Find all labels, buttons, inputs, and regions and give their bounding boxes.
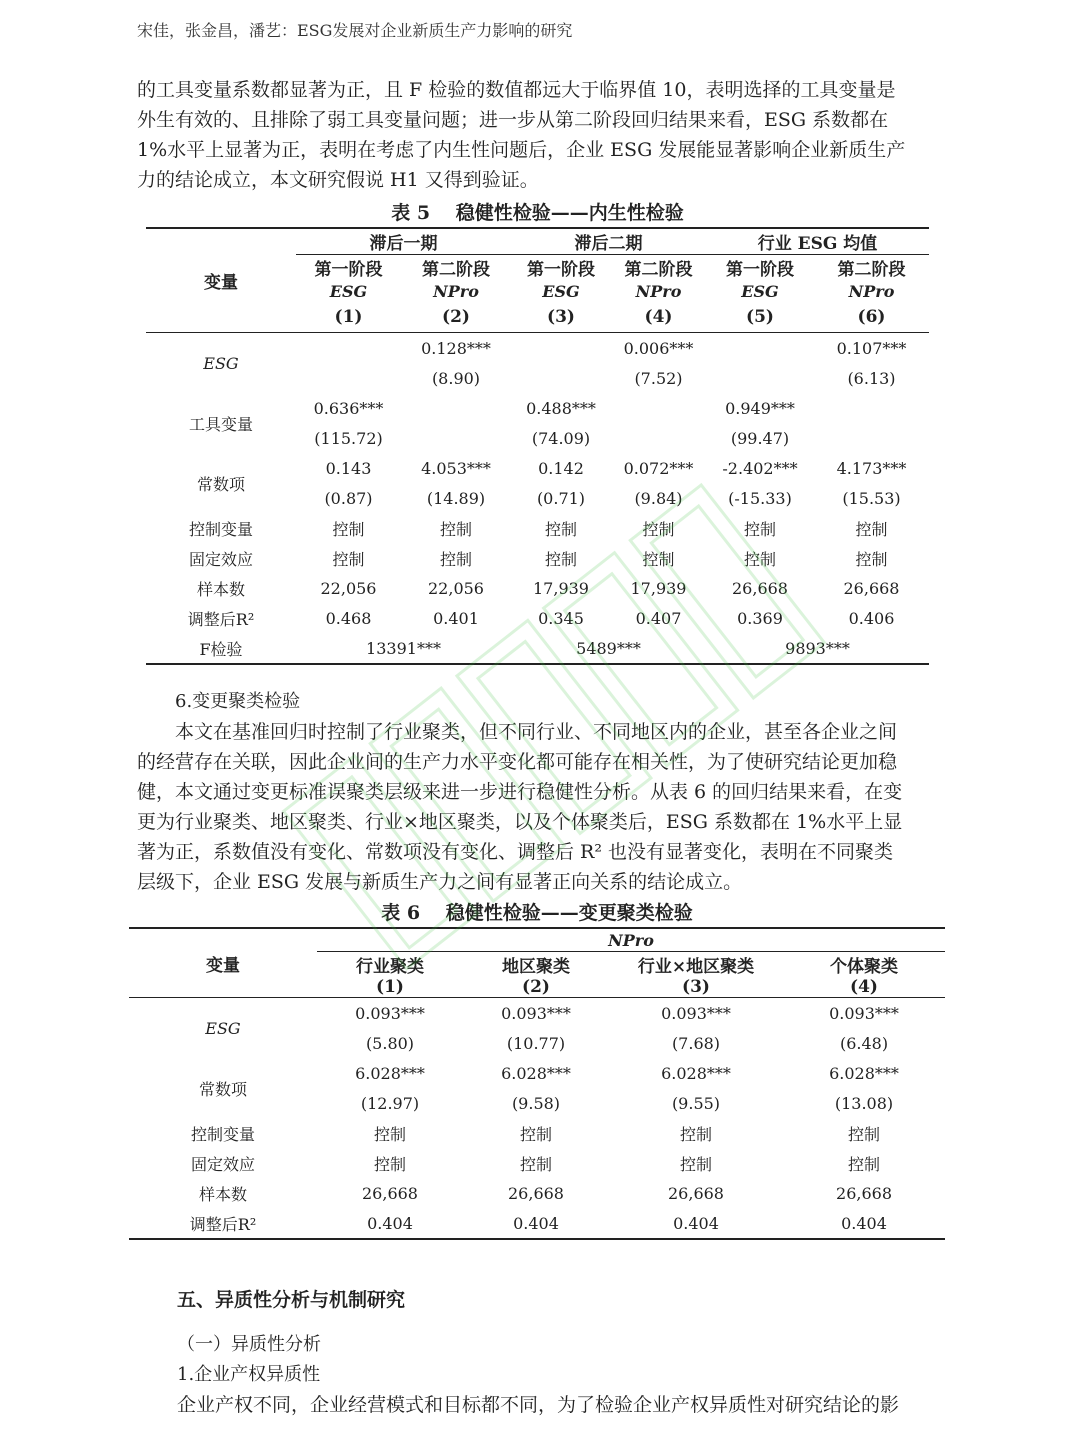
table-cell: 控制	[439, 519, 472, 539]
tstat-cell	[401, 423, 511, 453]
row-label: 常数项	[198, 1079, 247, 1099]
tstat-cell	[296, 363, 401, 393]
ftest-cell: 9893***	[706, 633, 929, 664]
coef-cell: 0.093***	[501, 1003, 571, 1023]
tstat-cell	[611, 423, 706, 453]
tstat-cell: (99.47)	[730, 428, 790, 448]
col-number: (5)	[706, 302, 814, 333]
paragraph-line: 的工具变量系数都显著为正，且 F 检验的数值都远大于临界值 10，表明选择的工具变量是	[137, 79, 896, 101]
subsection-title: 6.变更聚类检验	[175, 691, 301, 712]
tstat-cell: (9.58)	[511, 1093, 561, 1113]
row-label: 固定效应	[190, 1154, 255, 1174]
table-cell: 控制	[855, 519, 888, 539]
table-cell: 控制	[544, 549, 577, 569]
table-cell: 0.406	[848, 608, 895, 628]
tstat-cell: (0.87)	[324, 488, 373, 508]
coef-cell	[296, 333, 401, 364]
table-cell: 26,668	[668, 1183, 724, 1203]
paragraph-line: 著为正，系数值没有变化、常数项没有变化、调整后 R² 也没有显著变化，表明在不同聚类	[137, 841, 894, 863]
table-cell: 26,668	[836, 1183, 892, 1203]
table-5	[146, 227, 929, 665]
subsection-title: （一）异质性分析	[177, 1334, 321, 1355]
col-number: (4)	[783, 977, 945, 998]
table-cell: 控制	[332, 519, 365, 539]
coef-cell	[706, 333, 814, 364]
row-label: 样本数	[198, 1184, 247, 1204]
coef-cell: 6.028***	[501, 1063, 571, 1083]
table-cell: 控制	[679, 1154, 712, 1174]
row-label: ESG	[203, 353, 239, 373]
tstat-cell: (5.80)	[365, 1033, 415, 1053]
depvar-header: NPro	[848, 281, 895, 301]
coef-cell: 0.128***	[421, 338, 491, 358]
depvar-header: ESG	[741, 281, 779, 301]
depvar-header: ESG	[542, 281, 580, 301]
ftest-cell: 13391***	[296, 633, 511, 664]
paragraph-line: 层级下，企业 ESG 发展与新质生产力之间有显著正向关系的结论成立。	[137, 871, 743, 893]
col-number: (1)	[317, 977, 463, 998]
tstat-cell: (9.55)	[671, 1093, 721, 1113]
tstat-cell	[706, 363, 814, 393]
paragraph-line: 1%水平上显著为正，表明在考虑了内生性问题后，企业 ESG 发展能显著影响企业新质生产	[137, 139, 906, 161]
tstat-cell: (14.89)	[426, 488, 486, 508]
paragraph-line: 更为行业聚类、地区聚类、行业×地区聚类，以及个体聚类后，ESG 系数都在 1%水平上显	[137, 811, 903, 833]
row-label: 样本数	[196, 579, 245, 599]
paragraph-line: 力的结论成立，本文研究假说 H1 又得到验证。	[137, 169, 539, 191]
row-label: 控制变量	[190, 1124, 255, 1144]
running-header: 宋佳，张金昌，潘艺：ESG发展对企业新质生产力影响的研究	[137, 21, 573, 40]
depvar-header: ESG	[329, 281, 368, 301]
col-header: 行业聚类	[356, 957, 424, 977]
stage-header: 第一阶段	[314, 260, 383, 280]
row-label: 常数项	[196, 474, 245, 494]
tstat-cell: (0.71)	[536, 488, 586, 508]
coef-cell: 0.072***	[623, 458, 694, 478]
tstat-cell: (7.68)	[671, 1033, 721, 1053]
table-cell: 0.404	[317, 1208, 463, 1239]
table-cell: 0.404	[463, 1208, 609, 1239]
table-cell: 26,668	[508, 1183, 564, 1203]
table-cell: 控制	[848, 1124, 881, 1144]
table-cell: 控制	[332, 549, 365, 569]
table-cell: 控制	[544, 519, 577, 539]
tstat-cell: (6.13)	[847, 368, 896, 388]
paragraph-2	[137, 717, 943, 897]
table-cell: 0.369	[737, 608, 783, 628]
tstat-cell: (9.84)	[634, 488, 683, 508]
table-cell: 控制	[855, 549, 888, 569]
paragraph-line: 本文在基准回归时控制了行业聚类，但不同行业、不同地区内的企业，甚至各企业之间	[137, 721, 898, 743]
tstat-cell: (115.72)	[314, 428, 383, 448]
ftest-cell: 5489***	[511, 633, 706, 664]
row-label: 固定效应	[188, 549, 253, 569]
col-number: (3)	[511, 302, 611, 333]
table-cell: 26,668	[732, 578, 788, 598]
stage-header: 第二阶段	[837, 260, 906, 280]
col-number: (2)	[463, 977, 609, 998]
paragraph-line: 企业产权不同，企业经营模式和目标都不同，为了检验企业产权异质性对研究结论的影	[177, 1394, 900, 1416]
tstat-cell: (15.53)	[842, 488, 901, 508]
coef-cell: 4.173***	[836, 458, 907, 478]
coef-cell: 0.143	[325, 458, 372, 478]
coef-cell	[814, 393, 929, 423]
paragraph-3	[177, 1390, 943, 1420]
coef-cell: 0.488***	[526, 398, 596, 418]
table-cell: 22,056	[428, 578, 484, 598]
col-number: (2)	[401, 302, 511, 333]
coef-cell: 0.636***	[313, 398, 384, 418]
paragraph-line: 健，本文通过变更标准误聚类层级来进一步进行稳健性分析。从表 6 的回归结果来看，在变	[137, 781, 903, 803]
table-cell: 0.407	[635, 608, 682, 628]
stage-header: 第一阶段	[527, 260, 595, 280]
table-cell: 26,668	[362, 1183, 418, 1203]
table-cell: 0.404	[783, 1208, 945, 1239]
paragraph-line: 外生有效的、且排除了弱工具变量问题；进一步从第二阶段回归结果来看，ESG 系数都在	[137, 109, 889, 131]
coef-cell	[611, 393, 706, 423]
coef-cell: 6.028***	[829, 1063, 899, 1083]
col-number: (4)	[611, 302, 706, 333]
coef-cell: 0.107***	[836, 338, 907, 358]
coef-cell: 6.028***	[661, 1063, 731, 1083]
stage-header: 第二阶段	[624, 260, 693, 280]
var-header: 变量	[146, 228, 296, 333]
table-cell: 控制	[743, 549, 776, 569]
table-cell: 控制	[519, 1124, 552, 1144]
tstat-cell	[511, 363, 611, 393]
table-cell: 17,939	[630, 578, 687, 598]
stage-header: 第一阶段	[726, 260, 794, 280]
tstat-cell: (10.77)	[506, 1033, 566, 1053]
table-cell: 控制	[373, 1154, 406, 1174]
tstat-cell: (13.08)	[834, 1093, 894, 1113]
table-5-block	[146, 198, 929, 665]
coef-cell	[511, 333, 611, 364]
coef-cell: 0.093***	[355, 1003, 425, 1023]
table-6-caption: 表 6 稳健性检验——变更聚类检验	[381, 902, 693, 924]
var-header: 变量	[129, 928, 317, 998]
table-cell: 控制	[642, 519, 675, 539]
group-header: 行业 ESG 均值	[706, 228, 929, 255]
paragraph-line: 的经营存在关联，因此企业间的生产力水平变化都可能存在相关性，为了使研究结论更加稳	[137, 751, 898, 773]
table-cell: 0.468	[325, 608, 372, 628]
coef-cell	[401, 393, 511, 423]
table-cell: 0.401	[433, 608, 479, 628]
table-cell: 0.404	[609, 1208, 783, 1239]
table-cell: 控制	[642, 549, 675, 569]
depvar-header: NPro	[433, 281, 479, 301]
tstat-cell: (-15.33)	[728, 488, 792, 508]
table-cell: 控制	[519, 1154, 552, 1174]
table-cell: 控制	[373, 1124, 406, 1144]
coef-cell: -2.402***	[722, 458, 798, 478]
coef-cell: 6.028***	[355, 1063, 425, 1083]
tstat-cell: (12.97)	[360, 1093, 420, 1113]
row-label: F检验	[146, 633, 296, 664]
col-header: 个体聚类	[830, 957, 898, 977]
table-cell: 26,668	[843, 578, 900, 598]
tstat-cell: (8.90)	[431, 368, 481, 388]
coef-cell: 0.093***	[661, 1003, 731, 1023]
coef-cell: 0.093***	[829, 1003, 899, 1023]
tstat-cell: (7.52)	[634, 368, 683, 388]
row-label: 调整后R²	[129, 1208, 317, 1239]
col-number: (1)	[296, 302, 401, 333]
tstat-cell: (6.48)	[839, 1033, 889, 1053]
group-header: 滞后二期	[511, 228, 706, 255]
depvar-header: NPro	[635, 281, 682, 301]
tstat-cell: (74.09)	[531, 428, 591, 448]
row-label: 调整后R²	[187, 609, 255, 629]
table-cell: 控制	[439, 549, 472, 569]
table-5-caption: 表 5 稳健性检验——内生性检验	[391, 202, 684, 224]
tstat-cell	[814, 423, 929, 453]
table-cell: 22,056	[320, 578, 377, 598]
coef-cell: 4.053***	[421, 458, 491, 478]
table-cell: 控制	[848, 1154, 881, 1174]
paragraph-1	[137, 75, 943, 195]
stage-header: 第二阶段	[422, 260, 490, 280]
table-6	[129, 927, 945, 1240]
coef-cell: 0.949***	[725, 398, 795, 418]
row-label: ESG	[205, 1018, 241, 1038]
item-title: 1.企业产权异质性	[177, 1364, 321, 1385]
col-number: (3)	[609, 977, 783, 998]
table-cell: 17,939	[533, 578, 589, 598]
table-cell: 0.345	[538, 608, 584, 628]
table-6-block	[129, 898, 945, 1240]
col-header: 地区聚类	[502, 957, 570, 977]
coef-cell: 0.142	[538, 458, 584, 478]
row-label: 控制变量	[188, 519, 253, 539]
section-title: 五、异质性分析与机制研究	[177, 1289, 406, 1311]
row-label: 工具变量	[188, 414, 253, 434]
table-cell: 控制	[743, 519, 776, 539]
group-header: 滞后一期	[296, 228, 511, 255]
table-cell: 控制	[679, 1124, 712, 1144]
coef-cell: 0.006***	[623, 338, 694, 358]
col-header: 行业×地区聚类	[637, 957, 755, 977]
depvar-header: NPro	[317, 928, 945, 952]
col-number: (6)	[814, 302, 929, 333]
